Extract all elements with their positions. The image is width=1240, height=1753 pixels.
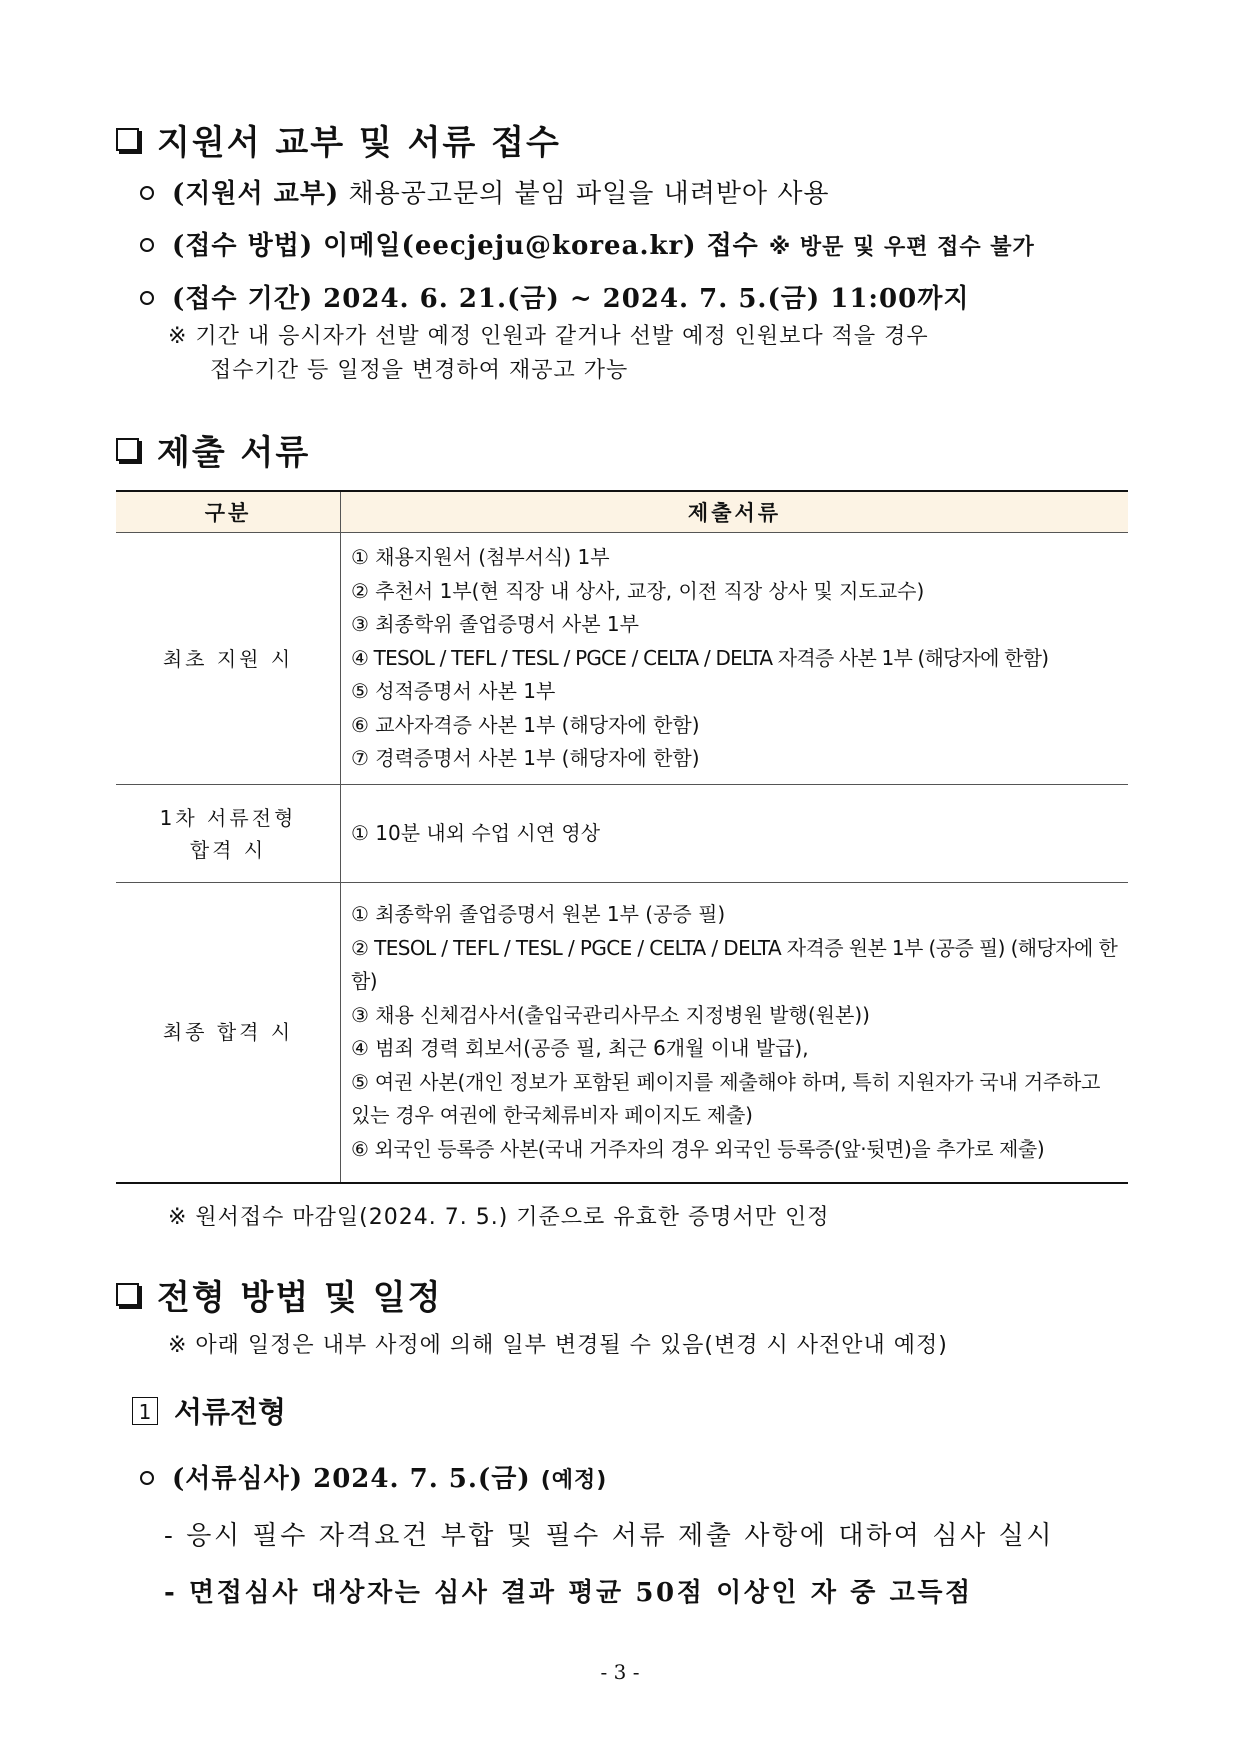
document-item: ① 채용지원서 (첨부서식) 1부: [351, 545, 610, 570]
number-box: 1: [132, 1397, 158, 1425]
bullet-text: 2024. 7. 5.(금): [303, 1464, 541, 1494]
sub-heading-document-screening: [132, 1390, 286, 1431]
documents-note: ※ 원서접수 마감일(2024. 7. 5.) 기준으로 유효한 증명서만 인정: [168, 1205, 830, 1230]
schedule-note: ※ 아래 일정은 내부 사정에 의해 일부 변경될 수 있음(변경 시 사전안내 예정): [168, 1333, 948, 1358]
section-title-selection: [116, 1270, 442, 1319]
bullet-method: [140, 225, 1035, 262]
header-category: 구분: [116, 491, 341, 533]
document-item: ⑤ 성적증명서 사본 1부: [351, 679, 556, 704]
document-item: ② TESOL / TEFL / TESL / PGCE / CELTA / DELTA 자격증 원본 1부 (공증 필) (해당자에 한함): [351, 935, 1118, 994]
bullet-label: (접수 기간): [172, 284, 314, 314]
bullet-text: 2024. 6. 21.(금) ~ 2024. 7. 5.(금) 11:00까지: [313, 284, 970, 314]
bullet-label: (접수 방법): [172, 231, 314, 261]
bullet-screening: [140, 1458, 607, 1495]
document-item: ⑤ 여권 사본(개인 정보가 포함된 페이지를 제출해야 하며, 특히 지원자가 국내 거주하고 있는 경우 여권에 한국체류비자 페이지도 제출): [351, 1069, 1101, 1128]
checkbox-square-icon: [116, 1283, 139, 1306]
section-title-text: 전형 방법 및 일정: [157, 1278, 443, 1318]
document-item: ⑥ 교사자격증 사본 1부 (해당자에 한함): [351, 712, 700, 737]
section-title-text: 지원서 교부 및 서류 접수: [157, 123, 561, 163]
document-item: ① 최종학위 졸업증명서 원본 1부 (공증 필): [351, 902, 726, 927]
dash-item-2: - 면접심사 대상자는 심사 결과 평균 50점 이상인 자 중 고득점: [164, 1578, 973, 1608]
circle-bullet-icon: [140, 291, 154, 305]
row-category: 최종 합격 시: [116, 883, 341, 1183]
bullet-note: (예정): [540, 1468, 608, 1493]
period-note-line2: 접수기간 등 일정을 변경하여 재공고 가능: [210, 358, 629, 383]
circle-bullet-icon: [140, 1471, 154, 1485]
circle-bullet-icon: [140, 186, 154, 200]
sub-heading-text: 서류전형: [174, 1395, 287, 1429]
checkbox-square-icon: [116, 438, 139, 461]
bullet-label: (서류심사): [172, 1464, 304, 1494]
document-item: ④ 범죄 경력 회보서(공증 필, 최근 6개월 이내 발급),: [351, 1036, 809, 1061]
document-item: ② 추천서 1부(현 직장 내 상사, 교장, 이전 직장 상사 및 지도교수): [351, 578, 925, 603]
section-title-documents: [116, 425, 310, 474]
row-category: 1차 서류전형 합격 시: [116, 785, 341, 883]
circle-bullet-icon: [140, 238, 154, 252]
row-items: [341, 883, 1129, 1183]
bullet-distribution: [140, 173, 830, 210]
page-number: - 3 -: [600, 1660, 640, 1684]
row-category: 최초 지원 시: [116, 533, 341, 785]
bullet-text: 이메일(eecjeju@korea.kr) 접수: [313, 231, 769, 261]
checkbox-square-icon: [116, 128, 139, 151]
document-item: ③ 채용 신체검사서(출입국관리사무소 지정병원 발행(원본)): [351, 1002, 870, 1027]
documents-table: [116, 490, 1128, 1184]
row-items: [341, 785, 1129, 883]
section-title-text: 제출 서류: [157, 433, 311, 473]
bullet-period: [140, 278, 969, 315]
document-item: ① 10분 내외 수업 시연 영상: [351, 820, 601, 845]
row-items: [341, 533, 1129, 785]
document-item: ⑦ 경력증명서 사본 1부 (해당자에 한함): [351, 746, 700, 771]
table-row: [116, 785, 1128, 883]
period-note-line1: ※ 기간 내 응시자가 선발 예정 인원과 같거나 선발 예정 인원보다 적을 경우: [168, 324, 929, 349]
document-item: ④ TESOL / TEFL / TESL / PGCE / CELTA / DELTA 자격증 사본 1부 (해당자에 한함): [351, 645, 1049, 670]
table-row: [116, 533, 1128, 785]
bullet-note: ※ 방문 및 우편 접수 불가: [768, 235, 1035, 260]
table-header-row: [116, 491, 1128, 533]
bullet-text: 채용공고문의 붙임 파일을 내려받아 사용: [339, 179, 830, 209]
table-row: [116, 883, 1128, 1183]
bullet-label: (지원서 교부): [172, 179, 340, 209]
section-title-application: [116, 115, 561, 164]
document-item: ⑥ 외국인 등록증 사본(국내 거주자의 경우 외국인 등록증(앞·뒷면)을 추가로 제출): [351, 1136, 1045, 1161]
header-documents: 제출서류: [341, 491, 1129, 533]
document-item: ③ 최종학위 졸업증명서 사본 1부: [351, 612, 639, 637]
dash-item-1: - 응시 필수 자격요건 부합 및 필수 서류 제출 사항에 대하여 심사 실시: [164, 1521, 1055, 1551]
